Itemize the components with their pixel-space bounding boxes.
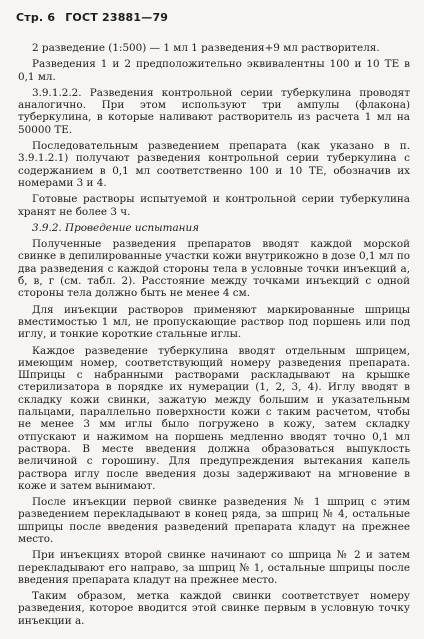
- page-number-label: Стр. 6: [16, 11, 56, 24]
- section-heading: 3.9.2. Проведение испытания: [32, 221, 200, 234]
- document-body: [18, 42, 410, 631]
- paragraph: Полученные разведения препаратов вводят каждой морской свинке в депилированные участки кожи внутрикожно в дозе 0,1 мл по два разведения с каждой стороны тела в условные точки инъекций а, б, в, г (см. табл. 2). Расстояние между точками инъекций с одной стороны тела должно быть не менее 4 см.: [18, 238, 410, 300]
- paragraph: Готовые растворы испытуемой и контрольной серии туберкулина хранят не более 3 ч.: [18, 193, 410, 218]
- paragraph: 3.9.1.2.2. Разведения контрольной серии туберкулина проводят аналогично. При этом используют три ампулы (флакона) туберкулина, в которые наливают растворитель из расчета 1 мл на 50000 ТЕ.: [18, 86, 410, 136]
- page-header: [16, 11, 174, 24]
- paragraph: Разведения 1 и 2 предположительно эквивалентны 100 и 10 ТЕ в 0,1 мл.: [18, 58, 410, 83]
- paragraph: После инъекции первой свинке разведения № 1 шприц с этим разведением перекладывают в конец ряда, за шприц № 4, остальные шприцы после введения разведений препарата кладут на прежнее место.: [18, 496, 410, 545]
- paragraph: Таким образом, метка каждой свинки соответствует номеру разведения, которое вводится этой свинке первым в условную точку инъекции а.: [18, 590, 410, 627]
- paragraph: При инъекциях второй свинке начинают со шприца № 2 и затем перекладывают его направо, за шприц № 1, остальные шприцы после введения препарата кладут на прежнее место.: [18, 549, 410, 586]
- paragraph: Для инъекции растворов применяют маркированные шприцы вместимостью 1 мл, не пропускающие раствор под поршень или под иглу, и тонкие короткие стальные иглы.: [18, 303, 410, 341]
- paragraph: 2 разведение (1:500) — 1 мл 1 разведения+9 мл растворителя.: [32, 42, 380, 54]
- paragraph: Каждое разведение туберкулина вводят отдельным шприцем, имеющим номер, соответствующий номеру разведения препарата. Шприцы с набранными растворами раскладывают на крышке стерилизатора в порядке их нумерации (1, 2, 3, 4). Иглу вводят в складку кожи свинки, зажатую между большим и указательным пальцами, параллельно поверхности кожи с таким расчетом, чтобы не менее 3 мм иглы было погружено в кожу, затем складку отпускают и нажимом на поршень медленно вводят точно 0,1 мл раствора. В месте введения должна образоваться выпуклость величиной с горошину. Для предупреждения вытекания капель раствора иглу после введения дозы задерживают на мгновение в коже и затем вынимают.: [18, 344, 410, 492]
- paragraph: Последовательным разведением препарата (как указано в п. 3.9.1.2.1) получают разведения контрольной серии туберкулина с содержанием в 0,1 мл соответственно 100 и 10 ТЕ, обозначив их номерами 3 и 4.: [18, 140, 410, 189]
- standard-code: ГОСТ 23881—79: [65, 11, 169, 24]
